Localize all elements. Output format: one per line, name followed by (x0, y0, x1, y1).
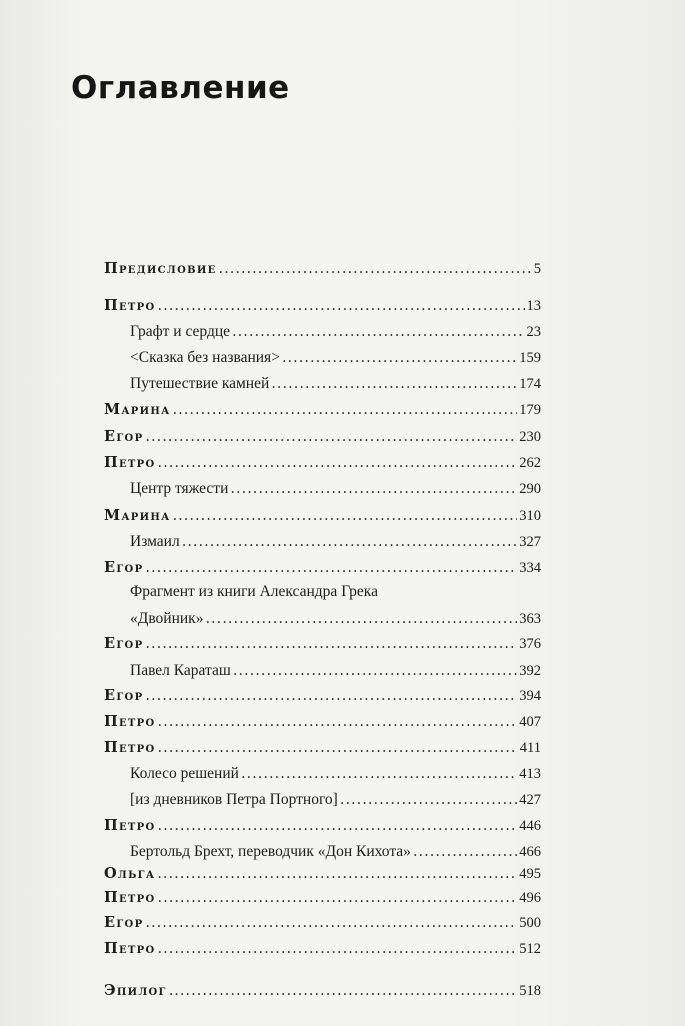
dot-leader (158, 815, 518, 837)
toc-row (0, 557, 685, 579)
toc-row (0, 452, 685, 474)
toc-chapter-entry (104, 887, 541, 909)
dot-leader (232, 321, 524, 343)
toc-chapter-entry (104, 505, 541, 527)
toc-row (0, 373, 685, 395)
toc-section-entry (130, 841, 541, 863)
toc-page-number: 334 (519, 560, 541, 576)
toc-row (0, 815, 685, 837)
toc-row (0, 295, 685, 317)
dot-leader (182, 531, 518, 553)
toc-row (0, 505, 685, 527)
toc-entry-label: Павел Караташ (130, 662, 231, 679)
toc-chapter-entry (104, 685, 541, 707)
toc-page-number: 230 (519, 429, 541, 445)
toc-entry-label: Эпилог (104, 982, 167, 999)
toc-page-number: 496 (519, 890, 541, 906)
toc-section-entry (130, 608, 541, 630)
toc-section-entry (130, 373, 541, 395)
toc-row (0, 608, 685, 630)
toc-row (0, 912, 685, 934)
dot-leader (282, 347, 517, 369)
dot-leader (173, 505, 518, 527)
toc-page-number: 446 (519, 818, 541, 834)
dot-leader (158, 295, 525, 317)
dot-leader (158, 887, 518, 909)
dot-leader (241, 763, 517, 785)
toc-chapter-entry (104, 258, 541, 280)
toc-row (0, 737, 685, 759)
dot-leader (145, 557, 517, 579)
dot-leader (158, 711, 518, 733)
toc-page-number: 159 (519, 350, 541, 366)
toc-entry-label: Центр тяжести (130, 480, 229, 497)
dot-leader (233, 660, 517, 682)
toc-entry-label: Петро (104, 889, 156, 906)
toc-page-number: 466 (519, 844, 541, 860)
toc-page-number: 500 (519, 915, 541, 931)
toc-entry-label: Егор (104, 428, 144, 445)
toc-entry-label: Петро (104, 940, 156, 957)
dot-leader (173, 399, 518, 421)
dot-leader (230, 478, 517, 500)
dot-leader (145, 426, 517, 448)
toc-row (0, 478, 685, 500)
toc-entry-label: Марина (104, 507, 171, 524)
toc-row (0, 426, 685, 448)
toc-chapter-entry (104, 980, 541, 1002)
toc-entry-label: Петро (104, 817, 156, 834)
toc-entry-label: Предисловие (104, 260, 217, 277)
toc-entry-label: <Сказка без названия> (130, 349, 280, 366)
toc-page-number: 392 (519, 663, 541, 679)
toc-entry-label: Ольга (104, 865, 156, 882)
dot-leader (271, 373, 517, 395)
toc-section-entry (130, 789, 541, 811)
dot-leader (205, 608, 517, 630)
toc-entry-label: Егор (104, 687, 144, 704)
toc-chapter-entry (104, 815, 541, 837)
toc-row (0, 763, 685, 785)
toc-entry-label: Петро (104, 454, 156, 471)
toc-page-number: 376 (519, 636, 541, 652)
toc-page-number: 495 (519, 866, 541, 882)
toc-section-entry (130, 531, 541, 553)
toc-row (0, 660, 685, 682)
dot-leader (157, 863, 517, 885)
dot-leader (413, 841, 517, 863)
toc-chapter-entry (104, 633, 541, 655)
toc-chapter-entry (104, 912, 541, 934)
toc-chapter-entry (104, 711, 541, 733)
dot-leader (340, 789, 517, 811)
dot-leader (145, 912, 517, 934)
dot-leader (145, 633, 517, 655)
toc-row (0, 863, 685, 885)
dot-leader (219, 258, 532, 280)
toc-section-entry (130, 321, 541, 343)
toc-row (0, 399, 685, 421)
toc-entry-label: «Двойник» (130, 610, 204, 627)
toc-row (0, 980, 685, 1002)
toc-page-number: 5 (533, 261, 541, 277)
toc-page-number: 427 (519, 792, 541, 808)
toc-entry-label-line: Фрагмент из книги Александра Грека (130, 583, 378, 600)
dot-leader (158, 938, 518, 960)
toc-page-number: 262 (519, 455, 541, 471)
toc-page-number: 13 (526, 298, 541, 314)
toc-section-entry (130, 478, 541, 500)
toc-entry-label: Петро (104, 713, 156, 730)
toc-entry-label: Марина (104, 401, 171, 418)
toc-row (0, 321, 685, 343)
toc-entry-label: Егор (104, 914, 144, 931)
toc-page-number: 413 (519, 766, 541, 782)
toc-row (0, 841, 685, 863)
toc-section-entry (130, 660, 541, 682)
toc-page-number: 518 (519, 983, 541, 999)
toc-page-number: 512 (519, 941, 541, 957)
toc-entry-label: Петро (104, 739, 156, 756)
toc-page-number: 363 (519, 611, 541, 627)
toc-section-entry (130, 347, 541, 369)
toc-row (0, 711, 685, 733)
toc-entry-label: Петро (104, 297, 156, 314)
toc-page-number: 327 (519, 534, 541, 550)
toc-entry-label: Графт и сердце (130, 323, 231, 340)
toc-entry-label: [из дневников Петра Портного] (130, 791, 338, 808)
toc-section-entry (130, 763, 541, 785)
toc-chapter-entry (104, 399, 541, 421)
toc-page-number: 174 (519, 376, 541, 392)
toc-entry-label: Егор (104, 635, 144, 652)
toc-entry-label: Егор (104, 559, 144, 576)
toc-page-number: 394 (519, 688, 541, 704)
toc-chapter-entry (104, 863, 541, 885)
toc-chapter-entry (104, 452, 541, 474)
toc-chapter-entry (104, 295, 541, 317)
toc-page-number: 407 (519, 714, 541, 730)
dot-leader (145, 685, 517, 707)
toc-entry-label: Колесо решений (130, 765, 239, 782)
dot-leader (169, 980, 518, 1002)
toc-row (0, 938, 685, 960)
toc-row (0, 347, 685, 369)
toc-row (0, 789, 685, 811)
toc-page-number: 179 (519, 402, 541, 418)
toc-entry-label: Путешествие камней (130, 375, 270, 392)
toc-row (0, 531, 685, 553)
toc-chapter-entry (104, 557, 541, 579)
toc-page-number: 310 (519, 508, 541, 524)
toc-page-number: 411 (519, 740, 541, 756)
toc-entry-label: Бертольд Брехт, переводчик «Дон Кихота» (130, 843, 411, 860)
toc-row (0, 258, 685, 280)
toc-chapter-entry (104, 426, 541, 448)
page-title: Оглавление (71, 70, 290, 106)
toc-row (0, 633, 685, 655)
toc-chapter-entry (104, 938, 541, 960)
toc-page-number: 290 (519, 481, 541, 497)
dot-leader (158, 737, 518, 759)
toc-chapter-entry (104, 737, 541, 759)
dot-leader (158, 452, 518, 474)
toc-entry-label: Измаил (130, 533, 180, 550)
toc-row (0, 887, 685, 909)
toc-page-number: 23 (526, 324, 541, 340)
toc-row (0, 685, 685, 707)
